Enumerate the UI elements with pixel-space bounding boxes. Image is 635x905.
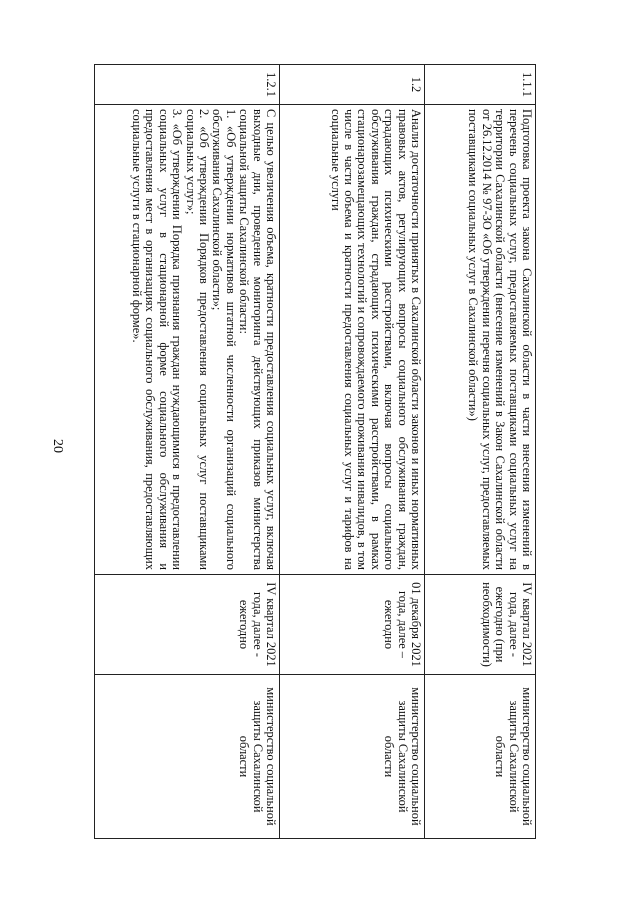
list-item: 1. «Об утверждении нормативов штатной численности организаций социального обслуживания Сахалинской области»;: [210, 109, 238, 570]
row-activity: [95, 105, 280, 575]
activity-intro: С целью увеличения объема, кратности предоставления социальных услуг, включая выходные дни, проведение мониторинга действующих приказов министерства социальной защиты Сахалинской области:: [237, 109, 278, 570]
row-number: 1.2: [280, 65, 425, 105]
page-number: 20: [50, 439, 65, 453]
row-responsible: министерство социальной защиты Сахалинской области: [425, 675, 536, 839]
table-row: [95, 65, 280, 839]
table-row: [280, 65, 425, 839]
row-activity: Подготовка проекта закона Сахалинской области в части внесения изменений в перечень социальных услуг, предоставляемых поставщиками социальных услуг на территории Сахалинской области (внесение изменений в Закон Сахалинской области от 26.12.2014 № 97-ЗО «Об утверждении перечня социальных услуг, предоставляемых поставщиками социальных услуг в Сахалинской области»): [425, 105, 536, 575]
plan-table: [94, 64, 536, 839]
row-activity: Анализ достаточности принятых в Сахалинской области законов и иных нормативных правовых актов, регулирующих вопросы социального обслуживания граждан, страдающих психическими расстройствами, включая вопросы социального обслуживания граждан, страдающих психическими расстройствами, в рамках стационарозамещающих технологий и сопровождаемого проживания инвалидов, в том числе в части объема и кратности предоставления социальных услуг и тарифов на социальные услуги: [280, 105, 425, 575]
row-term: IV квартал 2021 года, далее - ежегодно (при необходимости): [425, 575, 536, 675]
list-item: 2. «Об утверждении Порядков предоставления социальных услуг поставщиками социальных услуг»;: [183, 109, 211, 570]
document-table-rotated: [96, 64, 536, 838]
row-number: 1.1.1: [425, 65, 536, 105]
row-term: IV квартал 2021 года, далее - ежегодно: [95, 575, 280, 675]
row-responsible: министерство социальной защиты Сахалинской области: [95, 675, 280, 839]
row-term: 01 декабря 2021 года, далее – ежегодно: [280, 575, 425, 675]
list-item: 3. «Об утверждении Порядка признания граждан нуждающимися в предоставлении социальных услуг в стационарной форме социального обслуживания и предоставления мест в организациях социального обслуживания, предоставляющих социальные услуги в стационарной форме».: [129, 109, 185, 570]
row-responsible: министерство социальной защиты Сахалинской области: [280, 675, 425, 839]
table-row: [425, 65, 536, 839]
row-number: 1.2.1: [95, 65, 280, 105]
